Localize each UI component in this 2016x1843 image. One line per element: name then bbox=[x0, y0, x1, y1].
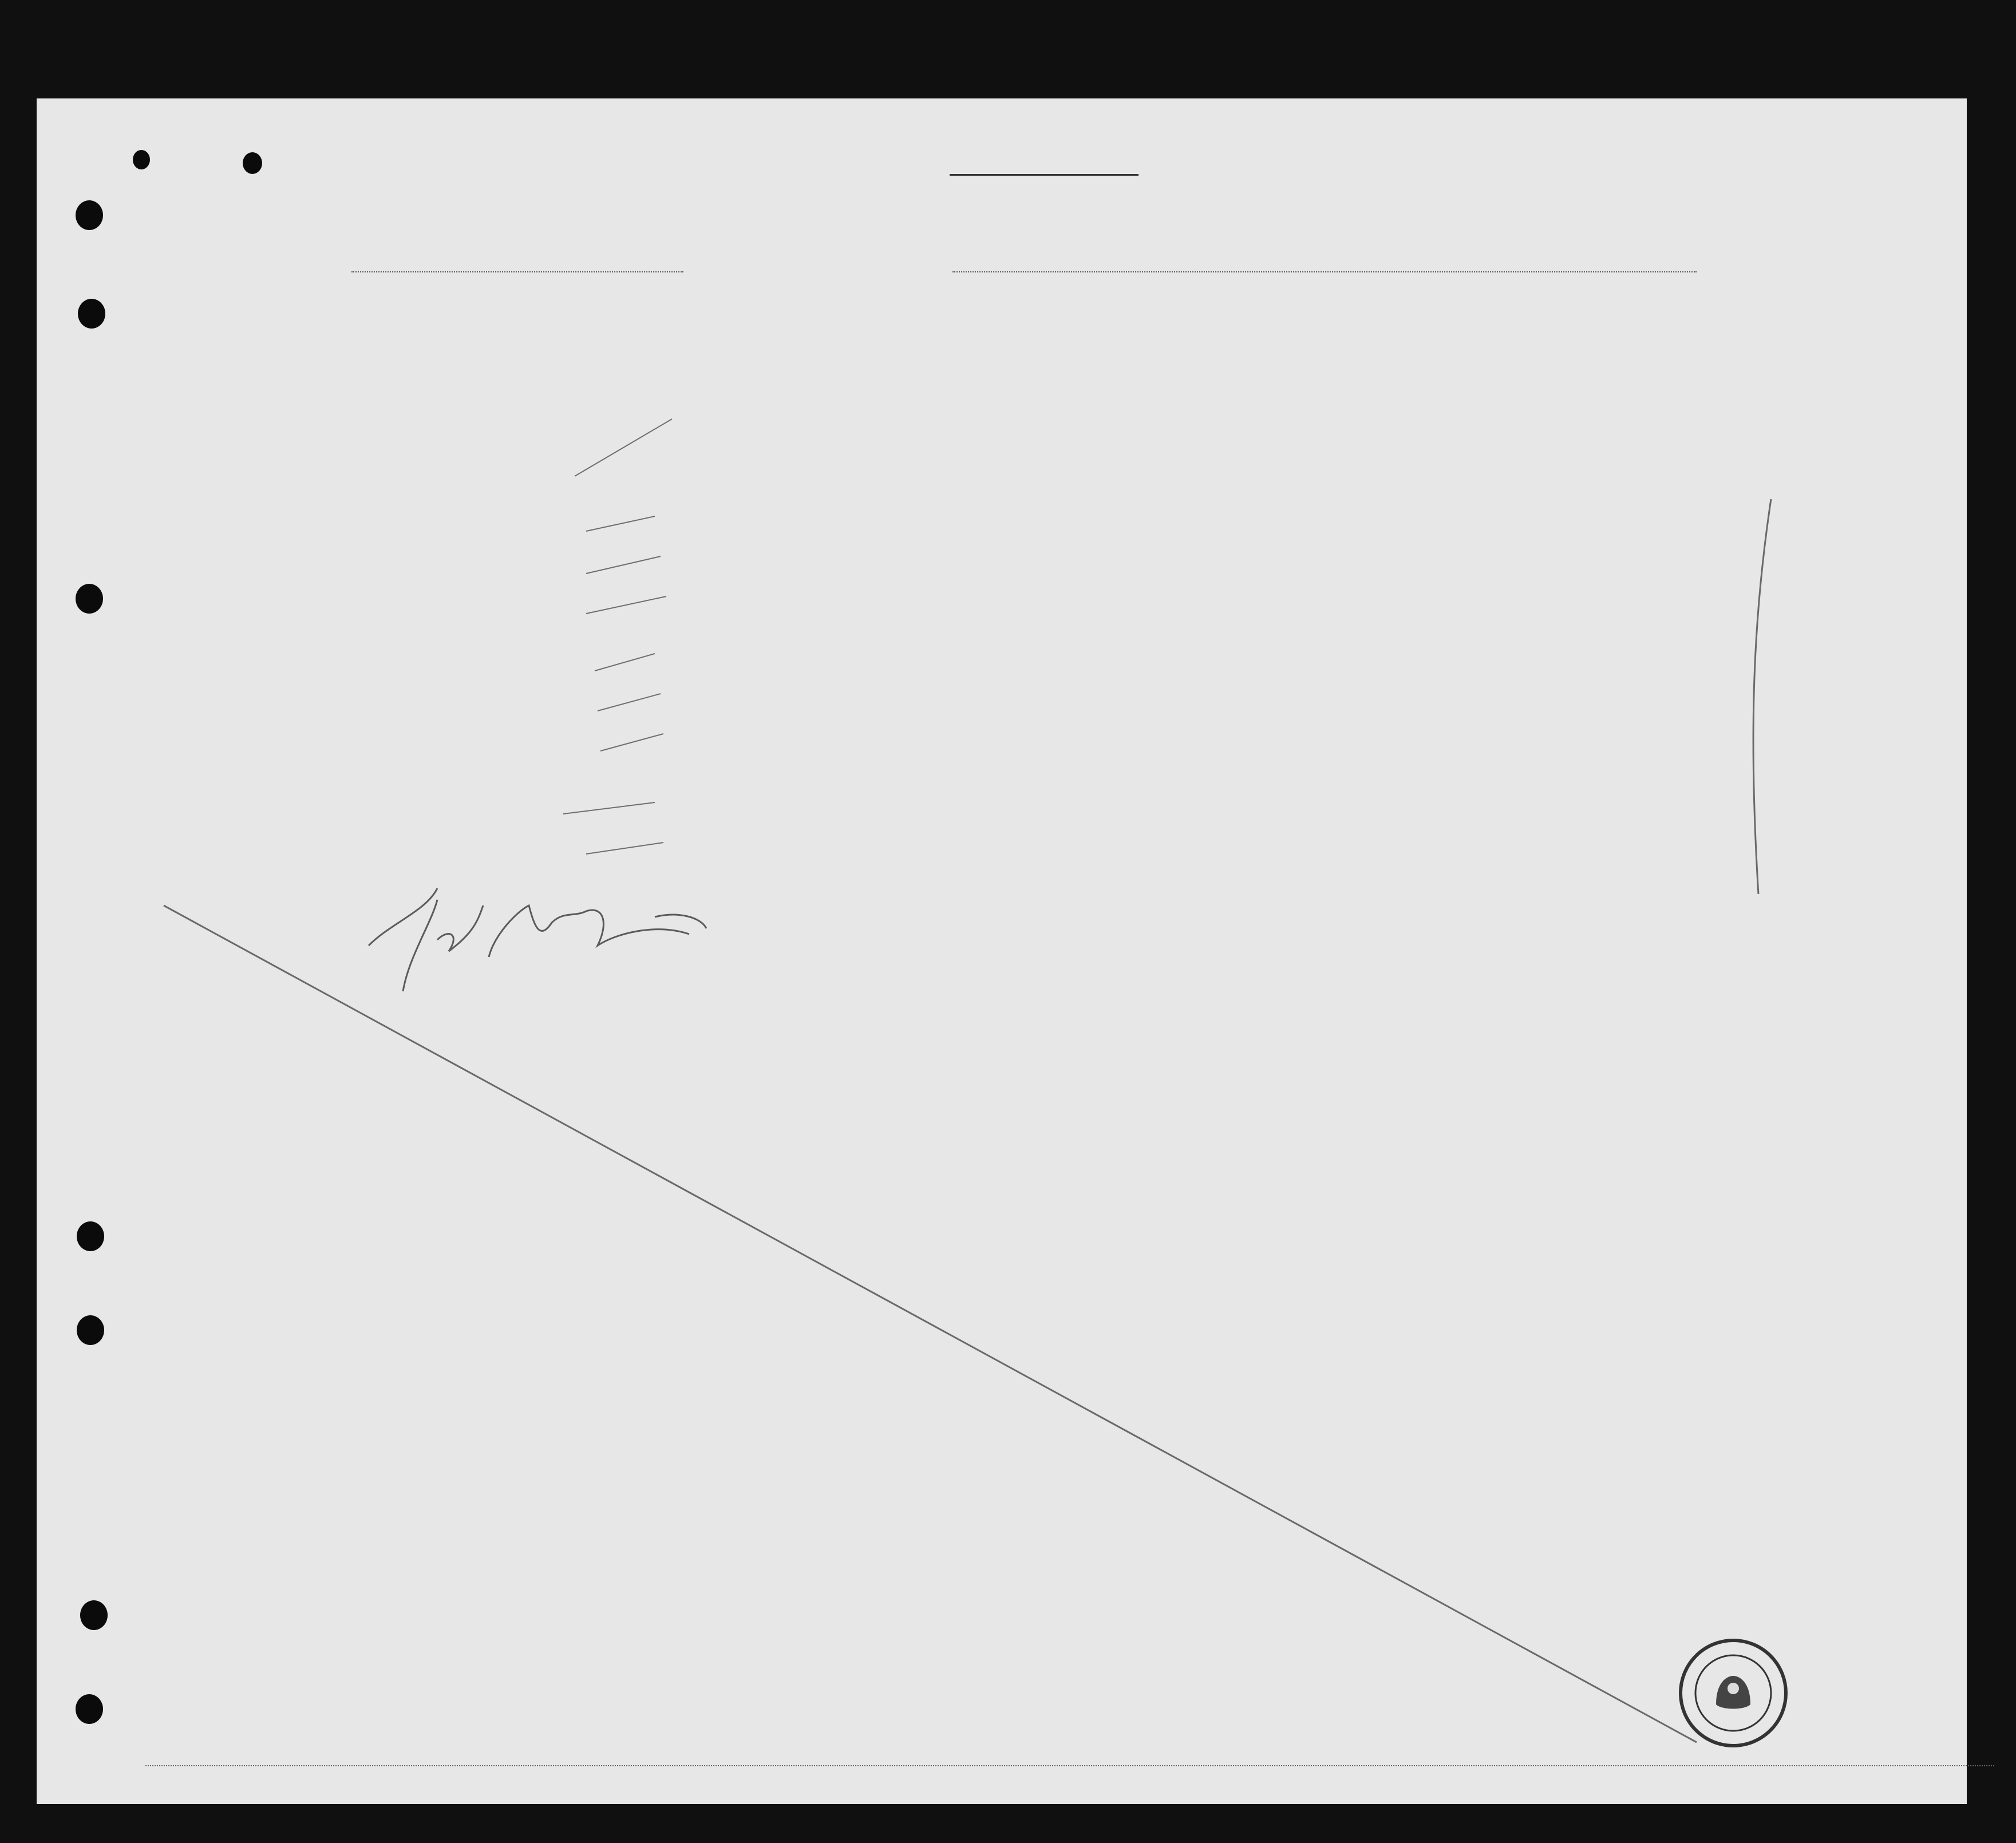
punch-hole bbox=[76, 200, 103, 230]
diagonal-pencil-line bbox=[164, 905, 1697, 1742]
punch-hole bbox=[76, 1694, 103, 1724]
signature bbox=[369, 888, 706, 991]
manifest-sheet bbox=[37, 98, 1967, 1804]
handwriting-layer bbox=[37, 98, 1967, 1804]
punch-hole bbox=[243, 152, 262, 174]
remarks-bracket-stroke bbox=[1753, 499, 1771, 894]
punch-hole bbox=[133, 150, 150, 169]
punch-hole bbox=[78, 299, 105, 329]
punch-hole bbox=[77, 1221, 104, 1251]
punch-hole bbox=[76, 584, 103, 614]
punch-hole bbox=[80, 1600, 108, 1630]
footer-signature-line bbox=[145, 1765, 1994, 1766]
punch-hole bbox=[77, 1315, 104, 1345]
tick-marks bbox=[563, 419, 672, 854]
consular-seal bbox=[1676, 1636, 1790, 1750]
